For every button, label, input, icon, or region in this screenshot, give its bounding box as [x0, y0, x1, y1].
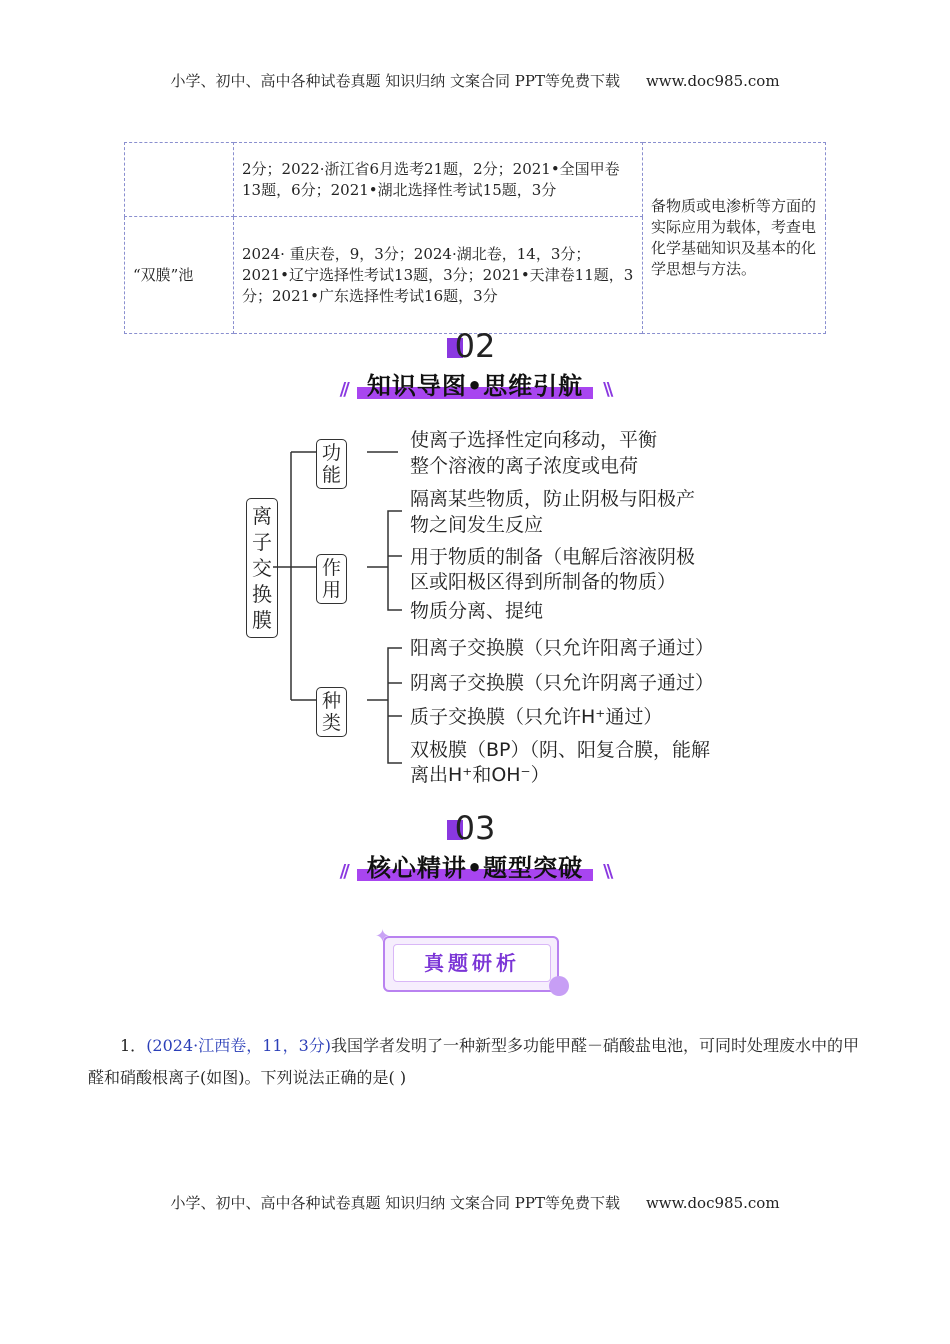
section-title: 知识导图•思维引航: [366, 372, 584, 400]
mindmap-leaf: 离出H⁺和OH⁻）: [410, 764, 550, 786]
header-url[interactable]: www.doc985.com: [645, 72, 780, 90]
question-text: 我国学者发明了一种新型多功能甲醛－硝酸盐电池，可同时处理废水中的甲醛和硝酸根离子(如图)。下列说法正确的是( ): [88, 1036, 860, 1087]
slash-left-icon: //: [339, 379, 347, 400]
section-03-heading: [0, 810, 950, 883]
mindmap-leaf: 物之间发生反应: [410, 514, 544, 536]
table-cell-double-membrane: “双膜”池: [125, 217, 234, 334]
mindmap-leaf: 阳离子交换膜（只允许阳离子通过）: [410, 637, 715, 659]
section-number: 03: [449, 810, 502, 846]
mindmap-root: 离子交换膜: [246, 498, 278, 638]
slash-right-icon: \\: [603, 861, 611, 882]
mindmap-leaf: 阴离子交换膜（只允许阴离子通过）: [410, 672, 715, 694]
mindmap-leaf: 质子交换膜（只允许H⁺通过）: [410, 706, 663, 728]
mindmap-leaf: 区或阳极区得到所制备的物质）: [410, 571, 677, 593]
table-cell-description: 备物质或电渗析等方面的实际应用为载体，考查电化学基础知识及基本的化学思想与方法。: [643, 143, 826, 334]
mindmap-node-function: 功能: [316, 439, 347, 489]
table-cell-exams-1: 2分；2022·浙江省6月选考21题，2分；2021•全国甲卷13题，6分；2021•湖北选择性考试15题，3分: [234, 143, 643, 217]
mindmap-leaf: 用于物质的制备（电解后溶液阴极: [410, 546, 696, 568]
mindmap-leaf: 使离子选择性定向移动，平衡: [410, 429, 658, 451]
sparkle-icon: ✦: [375, 926, 391, 947]
mindmap-leaf: 整个溶液的离子浓度或电荷: [410, 455, 639, 477]
header-text: 小学、初中、高中各种试卷真题 知识归纳 文案合同 PPT等免费下载: [170, 72, 620, 90]
mindmap-node-role: 作用: [316, 554, 347, 604]
slash-right-icon: \\: [603, 379, 611, 400]
real-exam-badge: [375, 926, 561, 992]
footer-text: 小学、初中、高中各种试卷真题 知识归纳 文案合同 PPT等免费下载: [170, 1194, 620, 1212]
slash-left-icon: //: [339, 861, 347, 882]
mindmap-leaf: 双极膜（BP）（阴、阳复合膜，能解: [410, 739, 710, 761]
page-footer: [0, 1192, 950, 1213]
footer-url[interactable]: www.doc985.com: [645, 1194, 780, 1212]
table-cell-exams-2: 2024· 重庆卷，9，3分；2024·湖北卷，14，3分；2021•辽宁选择性考试13题，3分；2021•天津卷11题，3分；2021•广东选择性考试16题，3分: [234, 217, 643, 334]
mindmap-leaf: 物质分离、提纯: [410, 600, 544, 622]
question-number: 1．: [120, 1036, 147, 1055]
section-number: 02: [449, 328, 502, 364]
mindmap-node-kinds: 种类: [316, 687, 347, 737]
mindmap-leaf: 隔离某些物质，防止阴极与阳极产: [410, 488, 696, 510]
badge-label: 真题研析: [393, 944, 551, 982]
section-title: 核心精讲•题型突破: [366, 854, 584, 882]
question-1: [88, 1030, 866, 1094]
planet-icon: [549, 976, 569, 996]
question-source: (2024·江西卷，11，3分): [146, 1036, 332, 1055]
